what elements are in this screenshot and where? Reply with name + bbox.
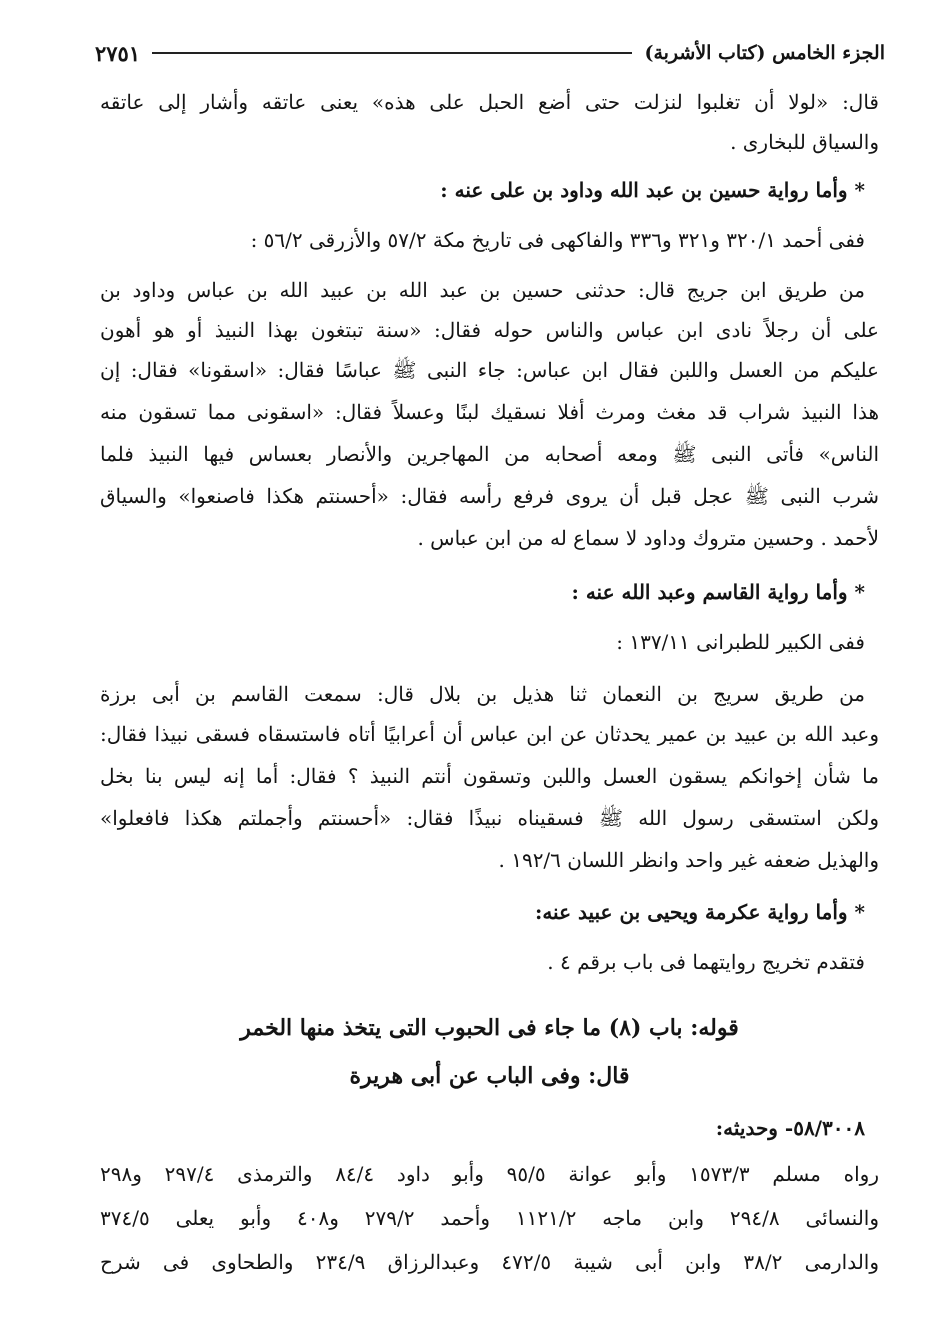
running-header <box>95 38 885 68</box>
hadith-number-heading: ٥٨/٣٠٠٨- وحديثه: <box>715 1116 865 1140</box>
chapter-heading: قوله: باب (٨) ما جاء فى الحبوب التى يتخذ منها الخمر <box>240 1015 739 1041</box>
section-heading: * وأما رواية عكرمة ويحيى بن عبيد عنه: <box>534 900 865 924</box>
text-line: فتقدم تخريج روايتهما فى باب برقم ٤ . <box>547 950 865 974</box>
text-line: من طريق ابن جريج قال: حدثنى حسين بن عبد الله بن عبيد الله بن عباس وداود بن <box>100 278 865 302</box>
page-number: ٢٧٥١ <box>95 40 141 66</box>
text-line: رواه مسلم ١٥٧٣/٣ وأبو عوانة ٩٥/٥ وأبو داود ٨٤/٤ والترمذى ٢٩٧/٤ و٢٩٨ <box>100 1162 879 1186</box>
text-line: والهذيل ضعفه غير واحد وانظر اللسان ١٩٢/٦ . <box>498 848 879 872</box>
text-line: وعبد الله بن عبيد بن عمير يحدثان عن ابن عباس أن أعرابيًا أتاه فاستسقاه فسقى نبيذا فقال: <box>100 722 879 746</box>
text-line: قال: «لولا أن تغلبوا لنزلت حتى أضع الحبل على هذه» يعنى عاتقه وأشار إلى عاتقه <box>100 90 879 114</box>
header-title: الجزء الخامس (كتاب الأشربة) <box>644 42 885 64</box>
text-line: الناس» فأتى النبى ﷺ ومعه أصحابه من المهاجرين والأنصار بعساس فيها النبيذ فلما <box>100 442 879 466</box>
section-heading: * وأما رواية حسين بن عبد الله وداود بن على عنه : <box>440 178 865 202</box>
text-line: هذا النبيذ شراب قد مغث ومرث أفلا نسقيك لبنًا وعسلاً فقال: «اسقونى مما تسقون منه <box>100 400 879 424</box>
text-line: من طريق سريج بن النعمان ثنا هذيل بن بلال قال: سمعت القاسم بن أبى برزة <box>100 682 865 706</box>
text-line: والسياق للبخارى . <box>730 130 879 154</box>
text-line: والدارمى ٣٨/٢ وابن أبى شيبة ٤٧٢/٥ وعبدالرزاق ٢٣٤/٩ والطحاوى فى شرح <box>100 1250 879 1274</box>
text-line: شرب النبى ﷺ عجل قبل أن يروى فرفع رأسه فقال: «أحسنتم هكذا فاصنعوا» والسياق <box>100 484 879 508</box>
text-line: ففى أحمد ٣٢٠/١ و٣٢١ و٣٣٦ والفاكهى فى تاريخ مكة ٥٧/٢ والأزرقى ٥٦/٢ : <box>250 228 865 252</box>
text-line: لأحمد . وحسين متروك وداود لا سماع له من ابن عباس . <box>417 526 879 550</box>
header-rule <box>152 52 632 54</box>
text-line: ففى الكبير للطبرانى ١٣٧/١١ : <box>616 630 865 654</box>
text-line: ما شأن إخوانكم يسقون العسل واللبن وتسقون أنتم النبيذ ؟ فقال: أما إنه ليس بنا بخل <box>100 764 879 788</box>
text-line: والنسائى ٢٩٤/٨ وابن ماجه ١١٢١/٢ وأحمد ٢٧٩/٢ و٤٠٨ وأبو يعلى ٣٧٤/٥ <box>100 1206 879 1230</box>
text-line: ولكن استسقى رسول الله ﷺ فسقيناه نبيذًا فقال: «أحسنتم وأجملتم هكذا فافعلوا» <box>100 806 879 830</box>
section-heading: * وأما رواية القاسم وعبد الله عنه : <box>571 580 865 604</box>
text-line: على أن رجلاً نادى ابن عباس والناس حوله فقال: «سنة تبتغون بهذا النبيذ أو هو أهون <box>100 318 879 342</box>
chapter-subheading: قال: وفى الباب عن أبى هريرة <box>349 1063 630 1089</box>
text-line: عليكم من العسل واللبن فقال ابن عباس: جاء النبى ﷺ عباسًا فقال: «اسقونا» فقال: إن <box>100 358 879 382</box>
